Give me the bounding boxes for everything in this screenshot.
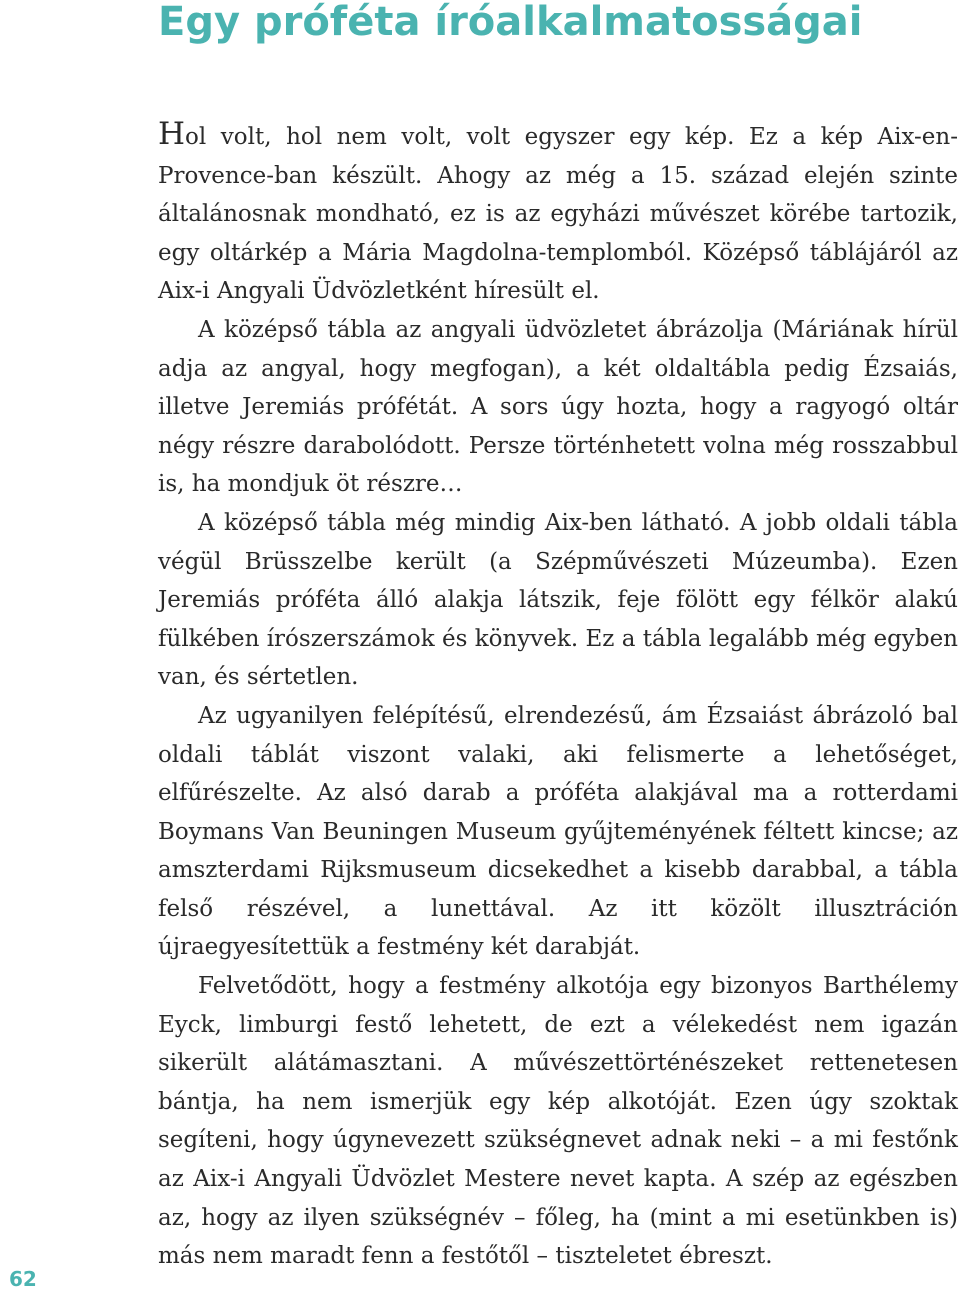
page-title: Egy próféta íróalkalmatosságai — [158, 0, 863, 45]
paragraph-2: A középső tábla az angyali üdvözletet ábrázolja (Máriának hírül adja az angyal, hogy megfogan), a két oldaltábla pedig Ézsaiás, illetve Jeremiás prófétát. A sors úgy hozta, hogy a ragyogó oltár négy részre darabolódott. Persze történhetett volna még rosszabbul is, ha mondjuk öt részre… — [158, 316, 958, 498]
paragraph-3: A középső tábla még mindig Aix-ben látható. A jobb oldali tábla végül Brüsszelbe került (a Szépművészeti Múzeumba). Ezen Jeremiás próféta álló alakja látszik, feje fölött egy félkör alakú fülkében írószerszámok és könyvek. Ez a tábla legalább még egyben van, és sértetlen. — [158, 509, 958, 691]
paragraph-1-text: ol volt, hol nem volt, volt egyszer egy kép. Ez a kép Aix-en-Provence-ban készült. Ahogy az még a 15. század elején szinte általánosnak mondható, ez is az egyházi művészet körébe tartozik, egy oltárkép a Mária Magdolna-templomból. Középső táblájáról az Aix-i Angyali Üdvözletként híresült el. — [158, 124, 958, 305]
paragraph-5: Felvetődött, hogy a festmény alkotója egy bizonyos Barthélemy Eyck, limburgi festő lehetett, de ezt a vélekedést nem igazán sikerült alátámasztani. A művészettörténészeket rettenetesen bántja, ha nem ismerjük egy kép alkotóját. Ezen úgy szoktak segíteni, hogy úgynevezett szükségnevet adnak neki – a mi festőnk az Aix-i Angyali Üdvözlet Mestere nevet kapta. A szép az egészben az, hogy az ilyen szükségnév – főleg, ha (mint a mi esetünkben is) más nem maradt fenn a festőtől – tiszteletet ébreszt. — [158, 973, 958, 1270]
drop-cap: H — [158, 116, 186, 152]
paragraph-4: Az ugyanilyen felépítésű, elrendezésű, ám Ézsaiást ábrázoló bal oldali táblát viszont valaki, aki felismerte a lehetőséget, elfűrészelte. Az alsó darab a próféta alakjával ma a rotterdami Boymans Van Beuningen Museum gyűjteményének féltett kincse; az amszterdami Rijksmuseum dicsekedhet a kisebb darabbal, a tábla felső részével, a lunettával. Az itt közölt illusztráción újraegyesítettük a festmény két darabját. — [158, 702, 958, 961]
paragraph-1 — [158, 115, 958, 311]
page-number: 62 — [9, 1267, 37, 1291]
article-body — [158, 115, 958, 1276]
